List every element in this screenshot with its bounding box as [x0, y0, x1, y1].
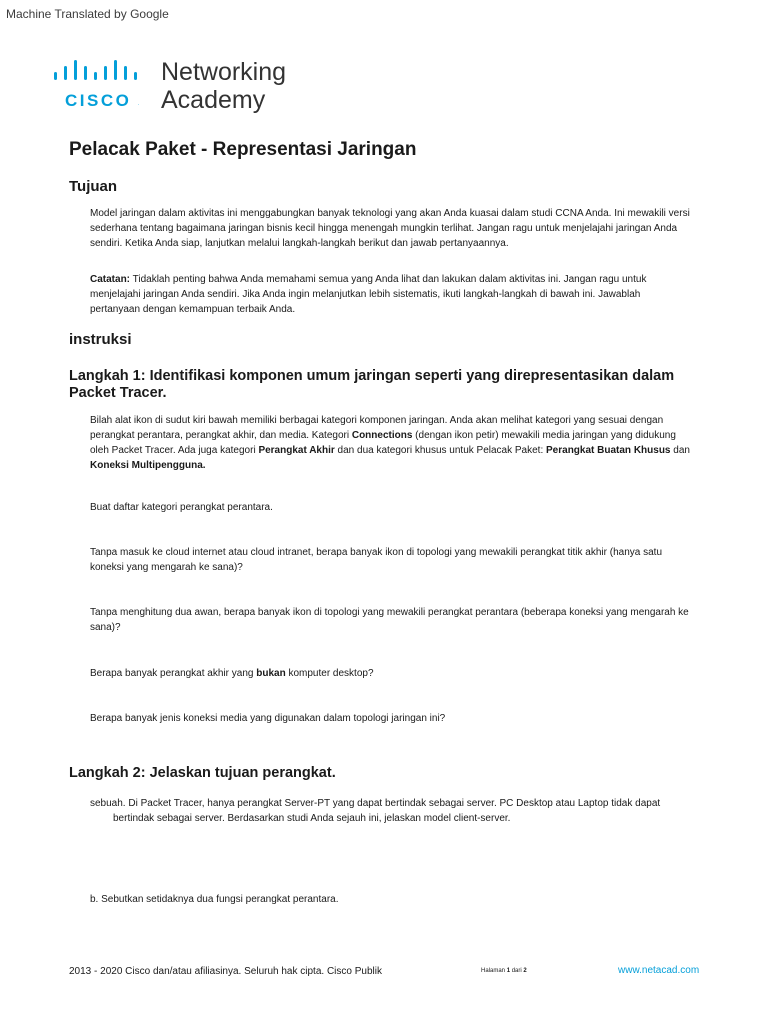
- question-3: Tanpa menghitung dua awan, berapa banyak ikon di topologi yang mewakili perangkat perantara (beberapa koneksi yang mengarah ke sana)?: [90, 607, 689, 633]
- step1-heading: Langkah 1: Identifikasi komponen umum jaringan seperti yang direpresentasikan dalam Packet Tracer.: [69, 368, 675, 401]
- question-4-part: komputer desktop?: [285, 668, 374, 679]
- step1-intro: [90, 413, 690, 473]
- multiuser-term: Koneksi Multipengguna.: [90, 460, 206, 471]
- footer-url-link[interactable]: www.netacad.com: [618, 965, 700, 976]
- step2-heading: Langkah 2: Jelaskan tujuan perangkat.: [69, 765, 336, 781]
- logo-trademark: .: [138, 101, 140, 107]
- step1-intro-part: dan: [670, 445, 690, 456]
- step1-intro-part: dan dua kategori khusus untuk Pelacak Paket:: [334, 445, 547, 456]
- question-5: Berapa banyak jenis koneksi media yang digunakan dalam topologi jaringan ini?: [90, 713, 446, 724]
- end-devices-term: Perangkat Akhir: [258, 445, 335, 456]
- page-title: Pelacak Paket - Representasi Jaringan: [69, 139, 417, 160]
- step2-question-a-line2: bertindak sebagai server. Berdasarkan studi Anda sejauh ini, jelaskan model client-server.: [113, 813, 511, 824]
- note-paragraph: [90, 272, 690, 317]
- connections-term: Connections: [351, 430, 413, 441]
- page-current: 1: [506, 968, 511, 974]
- step1-intro-part: (dengan ikon petir) mewakili media jaringan yang didukung oleh Packet Tracer. Ada juga kategori: [90, 430, 676, 456]
- step1-intro-part: Bilah alat ikon di sudut kiri bawah memiliki berbagai kategori komponen jaringan. Anda akan melihat kategori yang sesuai dengan perangkat perantara, perangkat akhir, dan media. Kategori: [90, 415, 664, 441]
- tujuan-paragraph: Model jaringan dalam aktivitas ini menggabungkan banyak teknologi yang akan Anda kuasai dalam studi CCNA Anda. Ini mewakili versi sederhana tentang bagaimana jaringan bisnis kecil hingga menengah mungkin terlihat. Jangan ragu untuk menjelajahi jaringan Anda sendiri. Ketika Anda siap, lanjutkan melalui langkah-langkah berikut dan jawab pertanyaannya.: [90, 208, 690, 249]
- logo-networking-text: Networking: [161, 58, 287, 86]
- step2-question-b: b. Sebutkan setidaknya dua fungsi perangkat perantara.: [90, 894, 339, 905]
- instruksi-heading: instruksi: [69, 331, 132, 348]
- footer-copyright: 2013 - 2020 Cisco dan/atau afiliasinya. Seluruh hak cipta. Cisco Publik: [69, 966, 382, 977]
- step2-question-a: [90, 796, 690, 826]
- cisco-bridge-bars-icon: [54, 58, 154, 88]
- note-text: Tidaklah penting bahwa Anda memahami semua yang Anda lihat dan lakukan dalam aktivitas ini. Jangan ragu untuk menjelajahi jaringan Anda sendiri. Jika Anda ingin melanjutkan lebih sistematis, ikuti langkah-langkah di bawah ini. Jawablah pertanyaan dengan kemampuan terbaik Anda.: [90, 274, 647, 315]
- question-1: Buat daftar kategori perangkat perantara.: [90, 502, 273, 513]
- question-2: Tanpa masuk ke cloud internet atau cloud intranet, berapa banyak ikon di topologi yang mewakili perangkat titik akhir (hanya satu koneksi yang mengarah ke sana)?: [90, 547, 663, 573]
- question-4-part: Berapa banyak perangkat akhir yang: [90, 668, 257, 679]
- logo-academy-text: Academy: [161, 86, 266, 114]
- page-label: Halaman: [481, 968, 507, 974]
- page-total: 2: [523, 968, 527, 974]
- step2-question-a-line1: sebuah. Di Packet Tracer, hanya perangkat Server-PT yang dapat bertindak sebagai server. PC Desktop atau Laptop tidak dapat: [90, 798, 661, 809]
- question-4: [90, 666, 690, 681]
- page-of-label: dari: [510, 968, 524, 974]
- tujuan-heading: Tujuan: [69, 178, 118, 195]
- cisco-wordmark: CISCO: [65, 91, 132, 110]
- bukan-term: bukan: [256, 668, 286, 679]
- footer-page-number: [481, 968, 527, 974]
- cisco-networking-academy-logo: [54, 58, 314, 118]
- machine-translation-banner: Machine Translated by Google: [6, 7, 169, 21]
- note-label: Catatan:: [90, 274, 131, 285]
- custom-devices-term: Perangkat Buatan Khusus: [546, 445, 671, 456]
